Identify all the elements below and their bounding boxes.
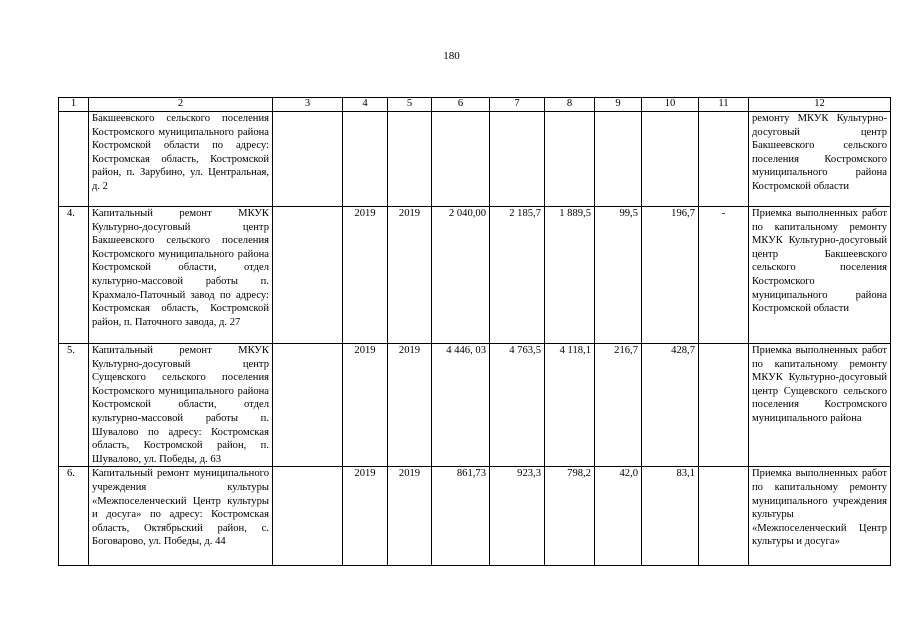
header-cell: 5	[388, 98, 432, 112]
header-cell: 4	[343, 98, 388, 112]
object-description: Бакшеевского сельского поселения Костромского муниципального района Костромской области по адресу: Костромская область, Костромской район, п. Зарубино, ул. Центральная, д. 2	[89, 112, 273, 207]
header-row	[59, 98, 891, 112]
cell-col7: 923,3	[490, 467, 545, 566]
cell-col3	[273, 344, 343, 467]
start-year: 2019	[343, 467, 388, 566]
header-cell: 10	[642, 98, 699, 112]
cell-col8: 4 118,1	[545, 344, 595, 467]
cell-col3	[273, 112, 343, 207]
cell-col10: 428,7	[642, 344, 699, 467]
header-cell: 11	[699, 98, 749, 112]
expected-result: Приемка выполненных работ по капитальному ремонту МКУК Культурно-досуговый центр Бакшеевского сельского поселения Костромского муниципального района Костромской области	[749, 207, 891, 344]
page-number: 180	[443, 50, 460, 62]
cell-col11	[699, 112, 749, 207]
expected-result: Приемка выполненных работ по капитальному ремонту муниципального учреждения культуры «Межпоселенческий Центр культуры и досуга»	[749, 467, 891, 566]
object-description: Капитальный ремонт МКУК Культурно-досуговый центр Бакшеевского сельского поселения Костромского муниципального района Костромской области, отдел культурно-массовой работы п. Крахмало-Паточный завод по адресу: Костромская область, Костромской район, п. Паточного завода, д. 27	[89, 207, 273, 344]
cell-col10	[642, 112, 699, 207]
table-row	[59, 112, 891, 207]
cell-col9: 216,7	[595, 344, 642, 467]
cell-col9	[595, 112, 642, 207]
cell-col10: 196,7	[642, 207, 699, 344]
table-row	[59, 467, 891, 566]
row-number: 6.	[59, 467, 89, 566]
row-number: 5.	[59, 344, 89, 467]
header-cell: 6	[432, 98, 490, 112]
cell-col6: 2 040,00	[432, 207, 490, 344]
cell-col11: -	[699, 207, 749, 344]
header-cell: 3	[273, 98, 343, 112]
cell-col6	[432, 112, 490, 207]
start-year: 2019	[343, 207, 388, 344]
cell-col6: 861,73	[432, 467, 490, 566]
start-year: 2019	[343, 344, 388, 467]
cell-col8	[545, 112, 595, 207]
header-cell: 7	[490, 98, 545, 112]
table-row	[59, 207, 891, 344]
row-number	[59, 112, 89, 207]
cell-col7: 2 185,7	[490, 207, 545, 344]
start-year	[343, 112, 388, 207]
header-cell: 1	[59, 98, 89, 112]
row-number: 4.	[59, 207, 89, 344]
header-cell: 9	[595, 98, 642, 112]
end-year: 2019	[388, 344, 432, 467]
cell-col10: 83,1	[642, 467, 699, 566]
object-description: Капитальный ремонт муниципального учреждения культуры «Межпоселенческий Центр культуры и досуга» по адресу: Костромская область, Октябрьский район, с. Боговарово, ул. Победы, д. 44	[89, 467, 273, 566]
cell-col8: 798,2	[545, 467, 595, 566]
end-year: 2019	[388, 467, 432, 566]
table-row	[59, 344, 891, 467]
cell-col9: 42,0	[595, 467, 642, 566]
expected-result: Приемка выполненных работ по капитальному ремонту МКУК Культурно-досуговый центр Сущевского сельского поселения Костромского муниципального района	[749, 344, 891, 467]
header-cell: 2	[89, 98, 273, 112]
header-cell: 12	[749, 98, 891, 112]
header-cell: 8	[545, 98, 595, 112]
cell-col6: 4 446, 03	[432, 344, 490, 467]
cell-col3	[273, 467, 343, 566]
cell-col8: 1 889,5	[545, 207, 595, 344]
cell-col9: 99,5	[595, 207, 642, 344]
cell-col7	[490, 112, 545, 207]
cell-col7: 4 763,5	[490, 344, 545, 467]
cell-col11	[699, 344, 749, 467]
end-year: 2019	[388, 207, 432, 344]
cell-col11	[699, 467, 749, 566]
cell-col3	[273, 207, 343, 344]
end-year	[388, 112, 432, 207]
program-table	[58, 97, 891, 566]
object-description: Капитальный ремонт МКУК Культурно-досуговый центр Сущевского сельского поселения Костромского муниципального района Костромской области, отдел культурно-массовой работы п. Шувалово по адресу: Костромская область, Костромской район, п. Шувалово, ул. Победы, д. 63	[89, 344, 273, 467]
expected-result: ремонту МКУК Культурно-досуговый центр Бакшеевского сельского поселения Костромского муниципального района Костромской области	[749, 112, 891, 207]
